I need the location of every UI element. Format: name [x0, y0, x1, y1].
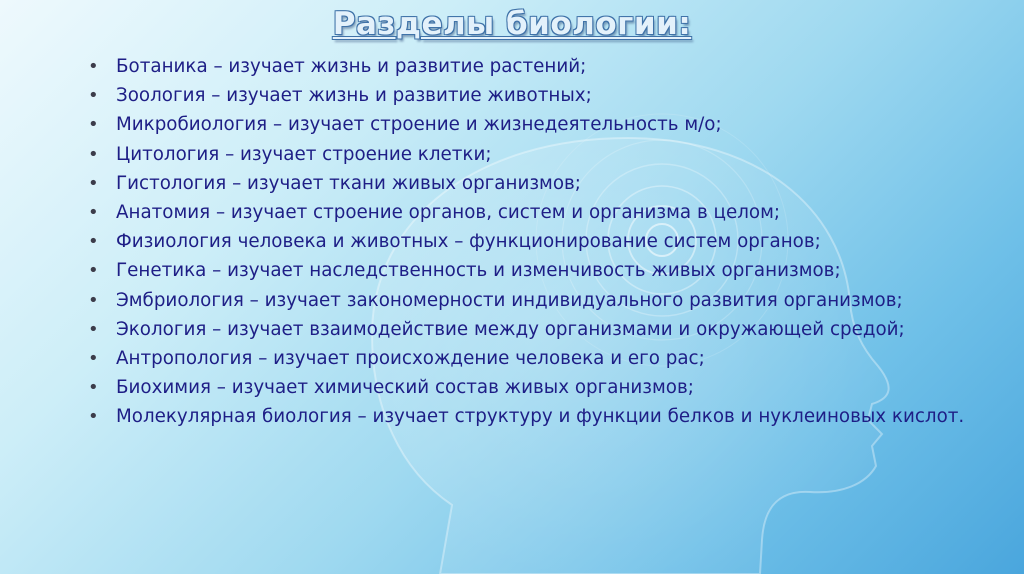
bullet: • — [88, 172, 99, 194]
list-item-text: Цитология – изучает строение клетки; — [116, 143, 492, 165]
list-item — [88, 230, 968, 254]
list-item-text: Анатомия – изучает строение органов, систем и организма в целом; — [116, 202, 781, 224]
bullet: • — [88, 114, 99, 136]
list-item-text: Ботаника – изучает жизнь и развитие растений; — [116, 56, 587, 77]
bullet: • — [88, 260, 99, 282]
list-item — [88, 84, 968, 108]
list-item-text: Физиология человека и животных – функционирование систем органов; — [116, 231, 821, 253]
bullet: • — [88, 85, 99, 107]
list-item — [88, 405, 968, 429]
bullet: • — [88, 348, 99, 370]
list-item — [88, 259, 968, 283]
bullet: • — [88, 377, 99, 399]
list-item — [88, 201, 968, 225]
list-item — [88, 172, 968, 196]
topics-list — [88, 55, 968, 435]
list-item-text: Микробиология – изучает строение и жизнедеятельность м/о; — [116, 114, 722, 136]
list-item-text: Эмбриология – изучает закономерности индивидуального развития организмов; — [116, 289, 903, 311]
bullet: • — [88, 406, 99, 428]
list-item — [88, 318, 968, 342]
list-item-text: Гистология – изучает ткани живых организмов; — [116, 172, 581, 194]
list-item-text: Антропология – изучает происхождение человека и его рас; — [116, 348, 705, 370]
bullet: • — [88, 143, 99, 165]
list-item — [88, 347, 968, 371]
list-item — [88, 55, 968, 79]
list-item-text: Зоология – изучает жизнь и развитие животных; — [116, 85, 592, 107]
list-item — [88, 289, 968, 313]
bullet: • — [88, 231, 99, 253]
list-item — [88, 376, 968, 400]
bullet: • — [88, 318, 99, 340]
list-item-text: Генетика – изучает наследственность и изменчивость живых организмов; — [116, 260, 841, 282]
bullet: • — [88, 56, 99, 77]
list-item-text: Экология – изучает взаимодействие между организмами и окружающей средой; — [116, 318, 905, 340]
list-item — [88, 113, 968, 137]
bullet: • — [88, 202, 99, 224]
bullet: • — [88, 289, 99, 311]
list-item-text: Биохимия – изучает химический состав живых организмов; — [116, 377, 694, 399]
list-item — [88, 143, 968, 167]
list-item-text: Молекулярная биология – изучает структуру и функции белков и нуклеиновых кислот. — [116, 406, 965, 428]
slide-title: Разделы биологии: — [332, 6, 692, 42]
